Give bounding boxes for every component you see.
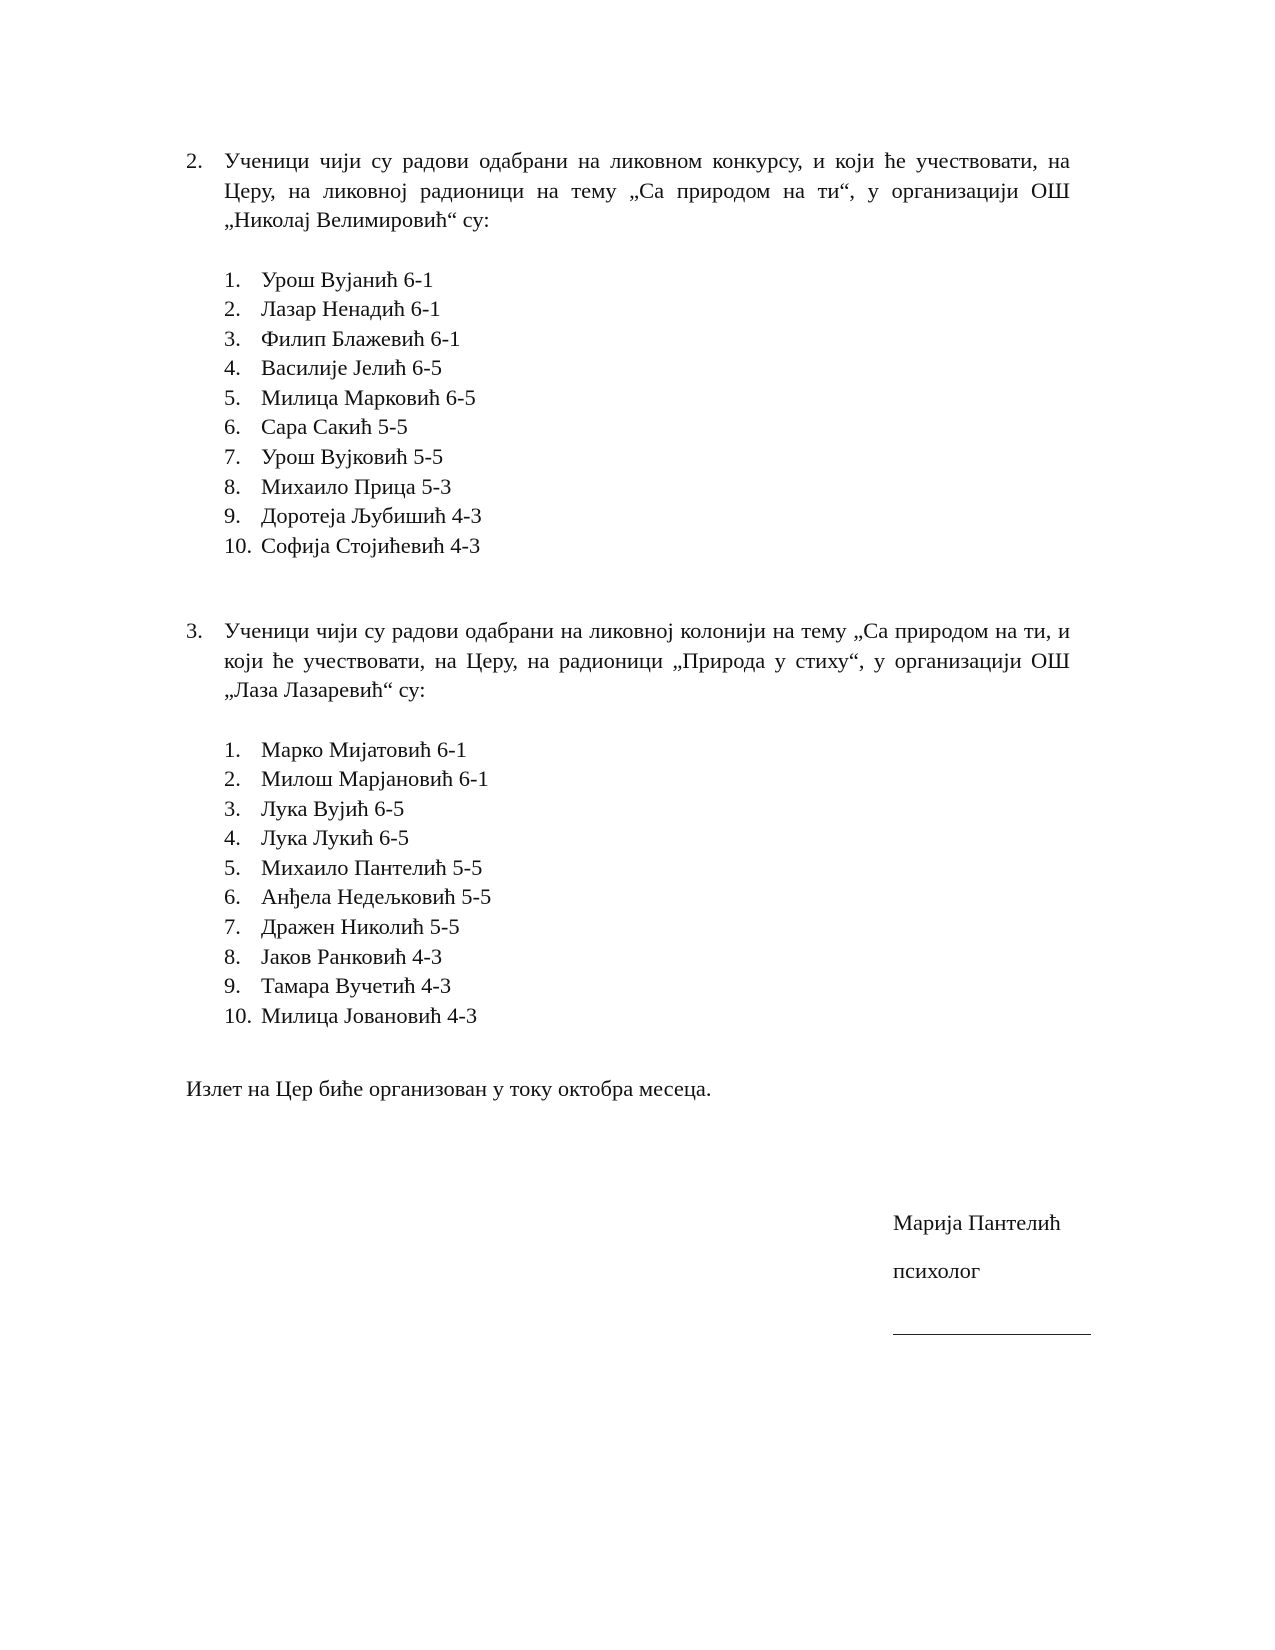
- student-name: Тамара Вучетић 4-3: [261, 973, 452, 999]
- student-list-item: [224, 735, 1108, 765]
- student-list-item: [224, 324, 1108, 354]
- list-number: 1.: [224, 266, 241, 292]
- student-name: Филип Блажевић 6-1: [261, 325, 461, 351]
- list-number: 3.: [224, 795, 241, 821]
- list-number: 5.: [224, 384, 241, 410]
- signature-name: Марија Пантелић: [893, 1210, 1061, 1235]
- student-name: Милица Јовановић 4-3: [261, 1002, 478, 1028]
- list-number: 3.: [224, 325, 241, 351]
- list-number: 4.: [224, 355, 241, 381]
- student-name: Софија Стојићевић 4-3: [261, 532, 481, 558]
- student-list-item: [224, 942, 1108, 972]
- student-name: Доротеја Љубишић 4-3: [261, 503, 482, 529]
- list-number: 10.: [224, 1002, 253, 1028]
- student-name: Михаило Прица 5-3: [261, 473, 452, 499]
- student-list-item: [224, 294, 1108, 324]
- student-list-item: [224, 265, 1108, 295]
- section-number: 3.: [186, 618, 203, 643]
- student-list-item: [224, 764, 1108, 794]
- list-number: 2.: [224, 766, 241, 792]
- student-list-item: [224, 442, 1108, 472]
- list-number: 5.: [224, 854, 241, 880]
- section-intro: [186, 146, 1070, 235]
- student-list-item: [224, 501, 1108, 531]
- student-list-item: [224, 823, 1108, 853]
- student-list: [224, 265, 1108, 561]
- student-name: Милош Марјановић 6-1: [261, 766, 489, 792]
- student-list-item: [224, 353, 1108, 383]
- list-number: 7.: [224, 444, 241, 470]
- student-list-item: [224, 531, 1108, 561]
- student-list-item: [224, 853, 1108, 883]
- student-name: Лука Лукић 6-5: [261, 825, 409, 851]
- student-name: Милица Марковић 6-5: [261, 384, 476, 410]
- student-list-item: [224, 472, 1108, 502]
- student-name: Марко Мијатовић 6-1: [261, 736, 467, 762]
- student-name: Сара Сакић 5-5: [261, 414, 408, 440]
- list-number: 8.: [224, 943, 241, 969]
- trip-note: Излет на Цер биће организован у току октобра месеца.: [186, 1076, 712, 1101]
- list-number: 9.: [224, 973, 241, 999]
- section-text: Ученици чији су радови одабрани на ликовној колонији на тему „Са природом на ти, и који ће учествовати, на Церу, на радионици „Природа у стиху“, у организацији ОШ „Лаза Лазаревић“ су:: [224, 618, 1070, 702]
- student-list-item: [224, 1001, 1108, 1031]
- list-number: 4.: [224, 825, 241, 851]
- student-list-item: [224, 882, 1108, 912]
- section-intro: [186, 616, 1070, 705]
- student-list: [224, 735, 1108, 1031]
- list-number: 10.: [224, 532, 253, 558]
- section-3: [186, 616, 1070, 1030]
- student-list-item: [224, 971, 1108, 1001]
- student-name: Михаило Пантелић 5-5: [261, 854, 483, 880]
- student-list-item: [224, 794, 1108, 824]
- section-2: [186, 146, 1070, 560]
- list-number: 6.: [224, 884, 241, 910]
- list-number: 2.: [224, 296, 241, 322]
- student-name: Урош Вујанић 6-1: [261, 266, 434, 292]
- signature-role: психолог: [893, 1258, 981, 1283]
- student-list-item: [224, 383, 1108, 413]
- section-number: 2.: [186, 148, 203, 173]
- student-name: Дражен Николић 5-5: [261, 914, 460, 940]
- list-number: 1.: [224, 736, 241, 762]
- section-text: Ученици чији су радови одабрани на ликовном конкурсу, и који ће учествовати, на Церу, на ликовној радионици на тему „Са природом на ти“, у организацији ОШ „Николај Велимировић“ су:: [224, 148, 1070, 232]
- student-name: Урош Вујковић 5-5: [261, 444, 444, 470]
- student-name: Јаков Ранковић 4-3: [261, 943, 443, 969]
- list-number: 7.: [224, 914, 241, 940]
- signature-line: [893, 1334, 1091, 1335]
- list-number: 9.: [224, 503, 241, 529]
- student-list-item: [224, 912, 1108, 942]
- student-name: Василије Јелић 6-5: [261, 355, 443, 381]
- list-number: 6.: [224, 414, 241, 440]
- student-name: Лука Вујић 6-5: [261, 795, 405, 821]
- student-name: Лазар Ненадић 6-1: [261, 296, 441, 322]
- student-name: Анђела Недељковић 5-5: [261, 884, 492, 910]
- student-list-item: [224, 412, 1108, 442]
- list-number: 8.: [224, 473, 241, 499]
